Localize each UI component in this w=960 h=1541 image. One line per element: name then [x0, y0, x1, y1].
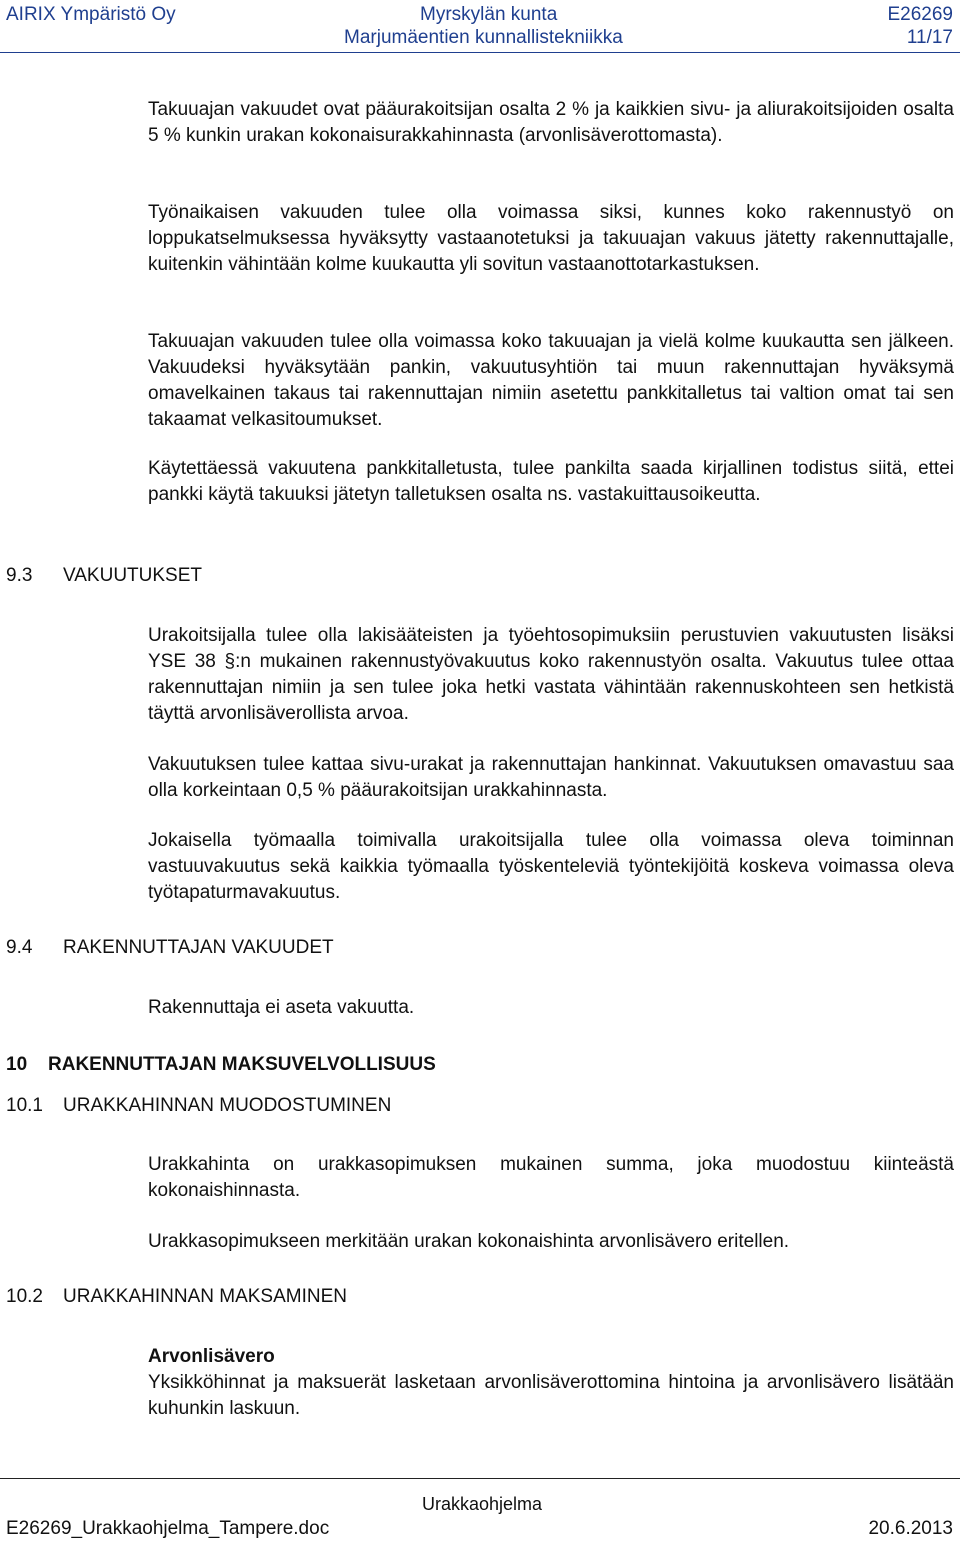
- section-title: URAKKAHINNAN MAKSAMINEN: [63, 1286, 347, 1307]
- project-title: Marjumäentien kunnallistekniikka: [344, 27, 623, 48]
- section-number: 9.3: [6, 565, 33, 586]
- paragraph-guarantee-amount: Takuuajan vakuudet ovat pääurakoitsijan osalta 2 % ja kaikkien sivu- ja aliurakoitsijoiden osalta 5 % kunkin urakan kokonaisurakkahinnasta (arvonlisäverottomasta).: [148, 99, 954, 146]
- company-name: AIRIX Ympäristö Oy: [6, 4, 176, 25]
- chapter-heading-10: [6, 1054, 436, 1076]
- page-footer: [0, 1478, 960, 1541]
- section-number: 10.1: [6, 1095, 43, 1116]
- footer-divider: [0, 1478, 960, 1479]
- paragraph-guarantee-period: Takuuajan vakuuden tulee olla voimassa koko takuuajan ja vielä kolme kuukautta sen jälkeen. Vakuudeksi hyväksytään pankin, vakuutusyhtiön tai muun rakennuttajan hyväksymä omavelkainen takaus tai rakennuttajan nimiin asetettu pankkitalletus tai valtion omat tai sen takaamat velkasitoumukset.: [148, 331, 954, 430]
- section-title: VAKUUTUKSET: [63, 565, 203, 586]
- chapter-number: 10: [6, 1054, 28, 1075]
- paragraph-vat-billing: Yksikköhinnat ja maksuerät lasketaan arvonlisäverottomina hintoina ja arvonlisävero lisätään kuhunkin laskuun.: [148, 1372, 954, 1419]
- section-heading-9-3: [6, 565, 202, 587]
- paragraph-vat-itemized: Urakkasopimukseen merkitään urakan kokonaishinta arvonlisävero eritellen.: [148, 1231, 790, 1252]
- document-date: 20.6.2013: [868, 1518, 953, 1539]
- document-type: Urakkaohjelma: [422, 1494, 543, 1514]
- paragraph-insurance: Urakoitsijalla tulee olla lakisääteisten ja työehtosopimuksiin perustuvien vakuutusten lisäksi YSE 38 §:n mukainen rakennustyövakuutus koko rakennustyön osalta. Vakuutus tulee ottaa rakennuttajan nimiin ja sen tulee joka hetki vastata vähintään rakennuskohteen sen hetkistä täyttä arvonlisäverollista arvoa.: [148, 625, 954, 724]
- page-number: 11/17: [906, 27, 953, 48]
- header-divider: [0, 52, 960, 53]
- section-number: 9.4: [6, 937, 33, 958]
- subheading-vat: Arvonlisävero: [148, 1346, 275, 1367]
- section-heading-10-2: [6, 1286, 347, 1308]
- paragraph-liability-insurance: Jokaisella työmaalla toimivalla urakoitsijalla tulee olla voimassa oleva toiminnan vastuuvakuutus sekä kaikkia työmaalla työskenteleviä työntekijöitä koskeva voimassa oleva työtapaturmavakuutus.: [148, 830, 954, 903]
- paragraph-bank-deposit: Käytettäessä vakuutena pankkitalletusta, tulee pankilta saada kirjallinen todistus siitä, ettei pankki käytä takuuksi jätetyn talletuksen osalta ns. vastakuittausoikeutta.: [148, 458, 954, 505]
- file-name: E26269_Urakkaohjelma_Tampere.doc: [6, 1518, 330, 1539]
- paragraph-no-guarantee: Rakennuttaja ei aseta vakuutta.: [148, 997, 415, 1018]
- page-header: [0, 0, 960, 50]
- paragraph-insurance-coverage: Vakuutuksen tulee kattaa sivu-urakat ja rakennuttajan hankinnat. Vakuutuksen omavastuu saa olla korkeintaan 0,5 % pääurakoitsijan urakkahinnasta.: [148, 754, 954, 801]
- section-number: 10.2: [6, 1286, 43, 1307]
- section-heading-10-1: [6, 1095, 391, 1117]
- section-heading-9-4: [6, 937, 334, 959]
- section-title: URAKKAHINNAN MUODOSTUMINEN: [63, 1095, 392, 1116]
- paragraph-work-period-guarantee: Työnaikaisen vakuuden tulee olla voimassa siksi, kunnes koko rakennustyö on loppukatselmuksessa hyväksytty vastaanotetuksi ja takuuajan vakuus jätetty rakennuttajalle, kuitenkin vähintään kolme kuukautta yli sovitun vastaanottotarkastuksen.: [148, 202, 954, 275]
- section-title: RAKENNUTTAJAN VAKUUDET: [63, 937, 334, 958]
- project-code: E26269: [887, 4, 953, 25]
- chapter-title: RAKENNUTTAJAN MAKSUVELVOLLISUUS: [48, 1054, 436, 1075]
- paragraph-contract-price: Urakkahinta on urakkasopimuksen mukainen summa, joka muodostuu kiinteästä kokonaishinnasta.: [148, 1154, 954, 1201]
- client-name: Myrskylän kunta: [420, 4, 558, 25]
